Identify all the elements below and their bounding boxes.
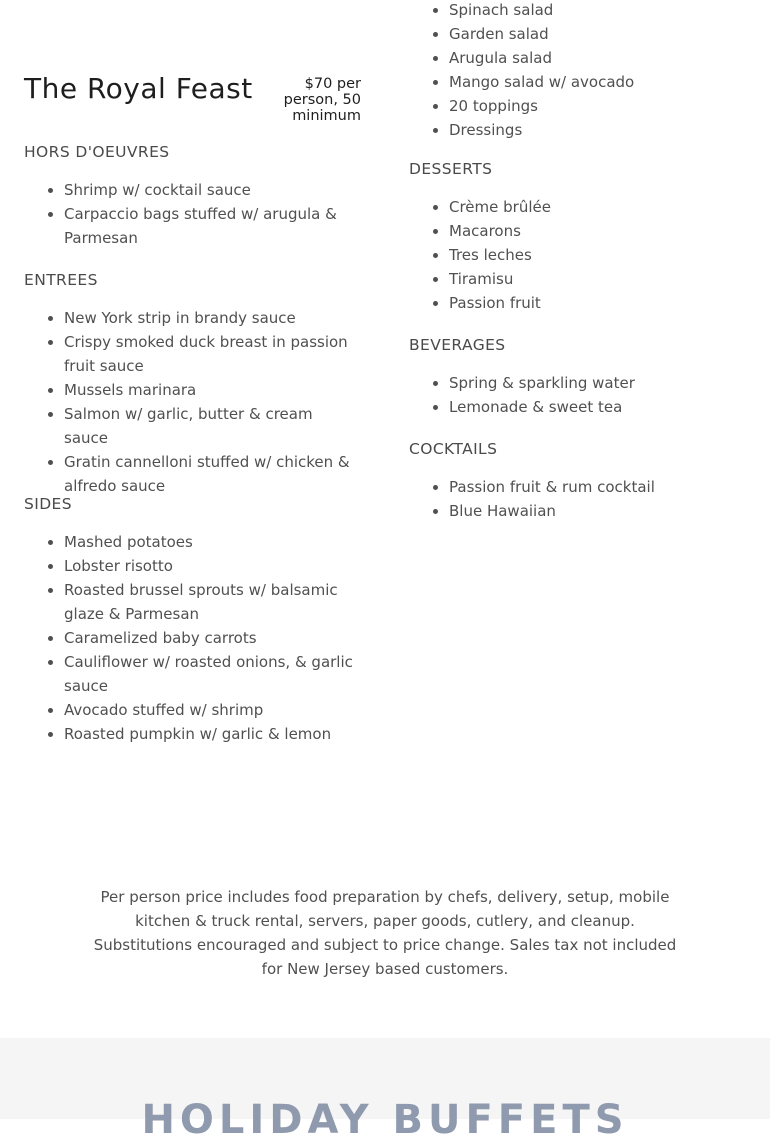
- item-list: [24, 530, 361, 746]
- list-item: • Passion fruit: [449, 291, 551, 315]
- list-item: • Crispy smoked duck breast in passion fruit sauce: [64, 330, 361, 378]
- list-item: • Spinach salad: [449, 0, 634, 22]
- menu-title: The Royal Feast: [24, 72, 253, 105]
- price-note: $70 per person, 50 minimum: [283, 76, 361, 124]
- section-entrees: [24, 271, 361, 498]
- item-list: [24, 306, 361, 498]
- item-list: [409, 0, 634, 142]
- list-item: • Shrimp w/ cocktail sauce: [64, 178, 361, 202]
- list-item: • Blue Hawaiian: [449, 499, 655, 523]
- section-heading: HORS D'OEUVRES: [24, 143, 170, 161]
- list-item: • Caramelized baby carrots: [64, 626, 361, 650]
- section-heading: SIDES: [24, 495, 72, 513]
- list-item: • Carpaccio bags stuffed w/ arugula & Parmesan: [64, 202, 361, 250]
- section-hors-doeuvres: [24, 143, 361, 250]
- item-list: [24, 178, 361, 250]
- list-item: • Lobster risotto: [64, 554, 361, 578]
- next-section-band: [0, 1038, 770, 1143]
- list-item: • Mango salad w/ avocado: [449, 70, 634, 94]
- list-item: • Mashed potatoes: [64, 530, 361, 554]
- section-desserts: [409, 160, 551, 315]
- menu-header: [24, 72, 361, 132]
- section-beverages: [409, 336, 635, 419]
- list-item: • Gratin cannelloni stuffed w/ chicken & alfredo sauce: [64, 450, 361, 498]
- list-item: • Macarons: [449, 219, 551, 243]
- item-list: [409, 195, 551, 315]
- list-item: • Spring & sparkling water: [449, 371, 635, 395]
- next-section-title: HOLIDAY BUFFETS: [141, 1097, 629, 1143]
- list-item: • Tiramisu: [449, 267, 551, 291]
- list-item: • Tres leches: [449, 243, 551, 267]
- item-list: [409, 371, 635, 419]
- list-item: • Roasted brussel sprouts w/ balsamic glaze & Parmesan: [64, 578, 361, 626]
- list-item: • Arugula salad: [449, 46, 634, 70]
- section-heading: COCKTAILS: [409, 440, 498, 458]
- list-item: • Avocado stuffed w/ shrimp: [64, 698, 361, 722]
- list-item: • Lemonade & sweet tea: [449, 395, 635, 419]
- list-item: • Cauliflower w/ roasted onions, & garlic sauce: [64, 650, 361, 698]
- list-item: • Salmon w/ garlic, butter & cream sauce: [64, 402, 361, 450]
- section-heading: BEVERAGES: [409, 336, 506, 354]
- list-item: • 20 toppings: [449, 94, 634, 118]
- list-item: • Garden salad: [449, 22, 634, 46]
- list-item: • Dressings: [449, 118, 634, 142]
- section-heading: DESSERTS: [409, 160, 493, 178]
- pricing-footnote: Per person price includes food preparation by chefs, delivery, setup, mobile kitchen & truck rental, servers, paper goods, cutlery, and cleanup. Substitutions encouraged and subject to price change. Sales tax not included for New Jersey based customers.: [93, 888, 677, 978]
- section-salads-continued: [409, 0, 634, 142]
- list-item: • New York strip in brandy sauce: [64, 306, 361, 330]
- section-heading: ENTREES: [24, 271, 98, 289]
- list-item: • Passion fruit & rum cocktail: [449, 475, 655, 499]
- list-item: • Roasted pumpkin w/ garlic & lemon: [64, 722, 361, 746]
- item-list: [409, 475, 655, 523]
- section-cocktails: [409, 440, 655, 523]
- list-item: • Mussels marinara: [64, 378, 361, 402]
- list-item: • Crème brûlée: [449, 195, 551, 219]
- section-sides: [24, 495, 361, 746]
